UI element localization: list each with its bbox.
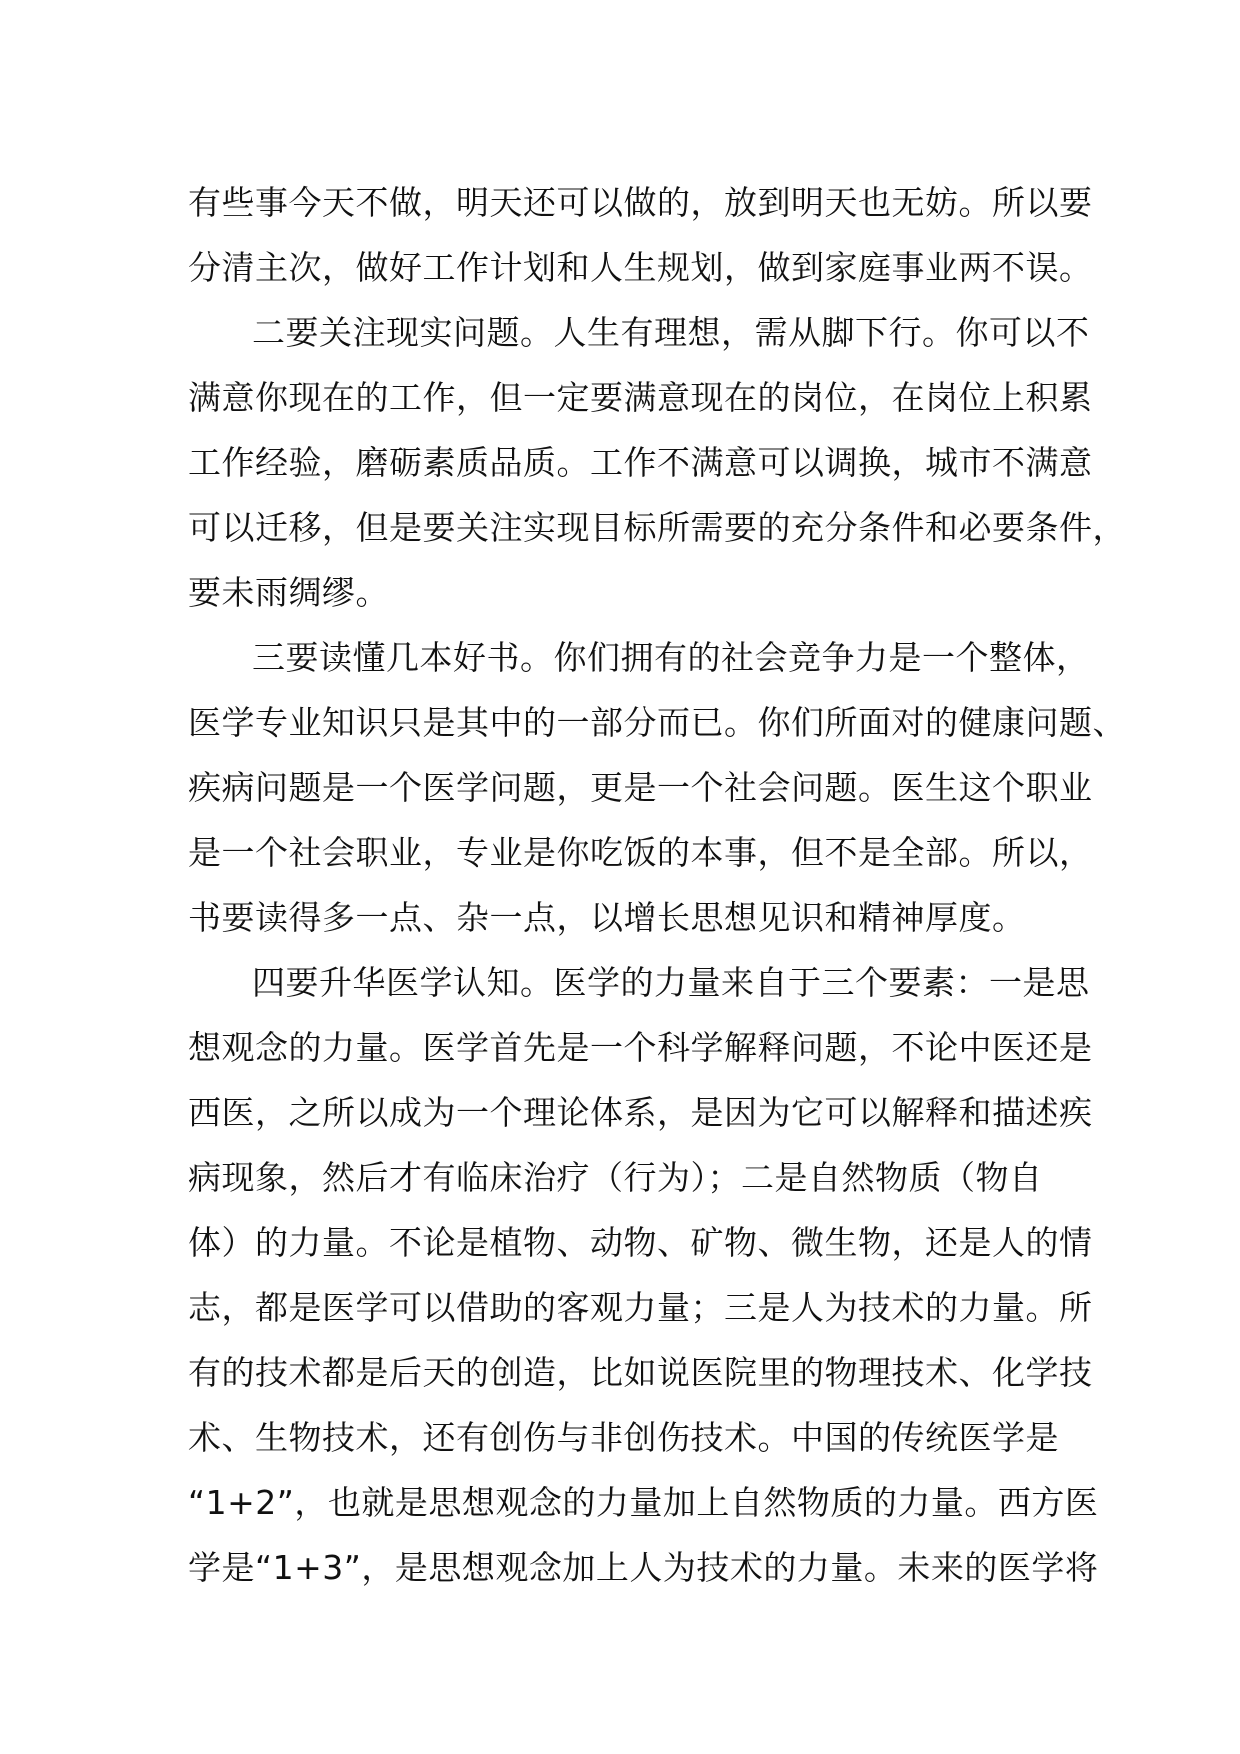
text-line: 满意你现在的工作，但一定要满意现在的岗位，在岗位上积累 bbox=[188, 378, 1093, 417]
text-line: 病现象，然后才有临床治疗（行为）；二是自然物质（物自 bbox=[188, 1158, 1043, 1197]
text-line: 学是“1+3”，是思想观念加上人为技术的力量。未来的医学将 bbox=[188, 1548, 1099, 1587]
paragraph-start-line: 四要升华医学认知。医学的力量来自于三个要素：一是思 bbox=[252, 963, 1090, 1002]
text-line: 体）的力量。不论是植物、动物、矿物、微生物，还是人的情 bbox=[188, 1223, 1093, 1262]
text-line: 有些事今天不做，明天还可以做的，放到明天也无妨。所以要 bbox=[188, 183, 1093, 222]
paragraph-start-line: 二要关注现实问题。人生有理想，需从脚下行。你可以不 bbox=[252, 313, 1090, 352]
paragraph-start-line: 三要读懂几本好书。你们拥有的社会竞争力是一个整体， bbox=[252, 638, 1090, 677]
text-line: 可以迁移，但是要关注实现目标所需要的充分条件和必要条件， bbox=[188, 508, 1126, 547]
text-line: 医学专业知识只是其中的一部分而已。你们所面对的健康问题、 bbox=[188, 703, 1126, 742]
text-line: 西医，之所以成为一个理论体系，是因为它可以解释和描述疾 bbox=[188, 1093, 1093, 1132]
body-text bbox=[188, 170, 1126, 1600]
text-line: 是一个社会职业，专业是你吃饭的本事，但不是全部。所以， bbox=[188, 833, 1093, 872]
text-line: 想观念的力量。医学首先是一个科学解释问题，不论中医还是 bbox=[188, 1028, 1093, 1067]
text-line: 术、生物技术，还有创伤与非创伤技术。中国的传统医学是 bbox=[188, 1418, 1059, 1457]
text-line: 分清主次，做好工作计划和人生规划，做到家庭事业两不误。 bbox=[188, 248, 1093, 287]
text-line: 工作经验，磨砺素质品质。工作不满意可以调换，城市不满意 bbox=[188, 443, 1093, 482]
text-line: 疾病问题是一个医学问题，更是一个社会问题。医生这个职业 bbox=[188, 768, 1093, 807]
text-line: 有的技术都是后天的创造，比如说医院里的物理技术、化学技 bbox=[188, 1353, 1093, 1392]
text-line: 志，都是医学可以借助的客观力量；三是人为技术的力量。所 bbox=[188, 1288, 1093, 1327]
text-line: 书要读得多一点、杂一点，以增长思想见识和精神厚度。 bbox=[188, 898, 1026, 937]
text-line: 要未雨绸缪。 bbox=[188, 573, 389, 612]
text-line: “1+2”，也就是思想观念的力量加上自然物质的力量。西方医 bbox=[188, 1483, 1099, 1522]
